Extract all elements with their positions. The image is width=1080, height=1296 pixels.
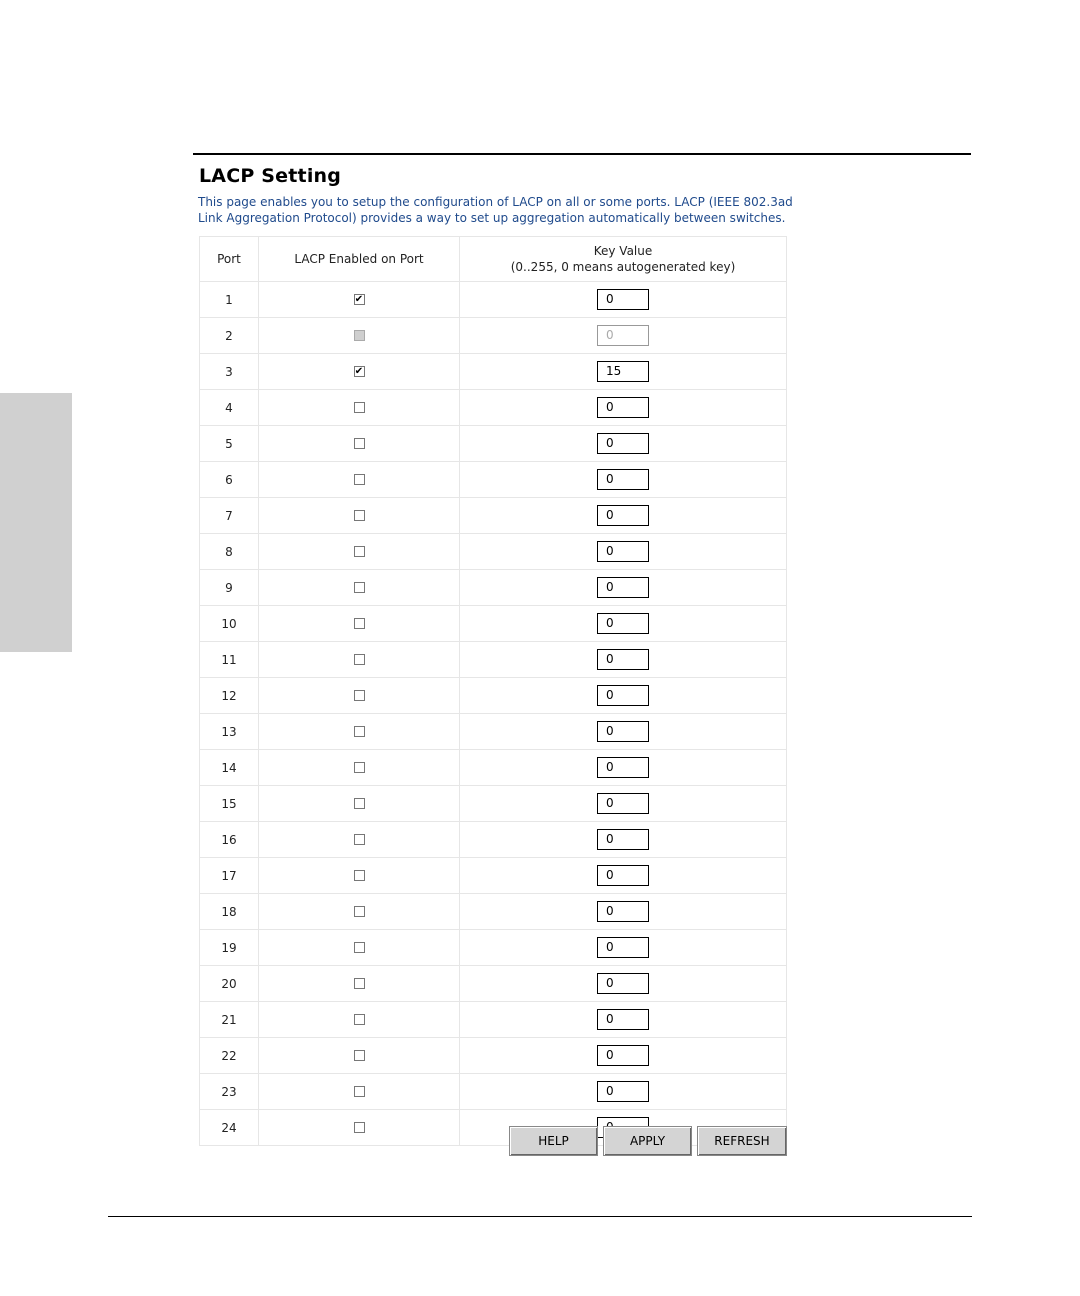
port-number: 1: [199, 282, 259, 317]
lacp-enabled-checkbox[interactable]: [354, 654, 365, 665]
lacp-enabled-cell: [259, 822, 460, 857]
lacp-enabled-cell: [259, 714, 460, 749]
key-value-cell: [460, 570, 787, 605]
lacp-enabled-checkbox[interactable]: [354, 1014, 365, 1025]
key-value-input[interactable]: 0: [597, 757, 649, 778]
table-row: [199, 714, 787, 750]
lacp-enabled-checkbox[interactable]: [354, 1122, 365, 1133]
lacp-enabled-cell: [259, 462, 460, 497]
lacp-enabled-checkbox[interactable]: ✔: [354, 366, 364, 377]
key-value-cell: [460, 498, 787, 533]
port-number: 21: [199, 1002, 259, 1037]
key-value-cell: [460, 282, 787, 317]
table-row: [199, 606, 787, 642]
port-number: 22: [199, 1038, 259, 1073]
lacp-enabled-cell: [259, 858, 460, 893]
port-number: 14: [199, 750, 259, 785]
lacp-enabled-cell: [259, 426, 460, 461]
key-value-input[interactable]: 0: [597, 289, 649, 310]
key-value-cell: [460, 354, 787, 389]
lacp-enabled-checkbox[interactable]: [354, 438, 365, 449]
key-value-input[interactable]: 0: [597, 1045, 649, 1066]
button-bar: [509, 1126, 787, 1156]
key-value-cell: [460, 930, 787, 965]
port-number: 11: [199, 642, 259, 677]
lacp-enabled-cell: [259, 750, 460, 785]
key-value-cell: [460, 642, 787, 677]
lacp-enabled-checkbox[interactable]: [354, 942, 365, 953]
key-value-input: 0: [597, 325, 649, 346]
lacp-enabled-checkbox[interactable]: [354, 762, 365, 773]
table-row: [199, 354, 787, 390]
table-row: [199, 570, 787, 606]
port-number: 10: [199, 606, 259, 641]
table-row: [199, 534, 787, 570]
lacp-enabled-cell: [259, 786, 460, 821]
lacp-enabled-cell: [259, 354, 460, 389]
lacp-enabled-checkbox[interactable]: [354, 798, 365, 809]
side-tab: [0, 393, 72, 652]
key-value-cell: [460, 786, 787, 821]
key-value-input[interactable]: 0: [597, 541, 649, 562]
key-value-cell: [460, 426, 787, 461]
description-line-2: Link Aggregation Protocol) provides a way to set up aggregation automatically between switches.: [198, 211, 786, 225]
key-value-cell: [460, 606, 787, 641]
table-row: [199, 966, 787, 1002]
table-row: [199, 822, 787, 858]
key-value-input[interactable]: 0: [597, 613, 649, 634]
lacp-enabled-checkbox[interactable]: [354, 402, 365, 413]
lacp-enabled-cell: [259, 606, 460, 641]
table-row: [199, 1074, 787, 1110]
key-value-input[interactable]: 0: [597, 469, 649, 490]
key-value-input[interactable]: 0: [597, 685, 649, 706]
table-row: [199, 282, 787, 318]
table-row: [199, 750, 787, 786]
port-number: 23: [199, 1074, 259, 1109]
lacp-enabled-checkbox[interactable]: [354, 510, 365, 521]
port-number: 18: [199, 894, 259, 929]
table-row: [199, 318, 787, 354]
port-number: 19: [199, 930, 259, 965]
key-value-input[interactable]: 0: [597, 937, 649, 958]
lacp-enabled-cell: [259, 1038, 460, 1073]
key-value-cell: [460, 1038, 787, 1073]
lacp-enabled-cell: [259, 1110, 460, 1145]
lacp-enabled-cell: [259, 1074, 460, 1109]
lacp-enabled-checkbox[interactable]: ✔: [354, 294, 364, 305]
port-number: 15: [199, 786, 259, 821]
lacp-enabled-checkbox[interactable]: [354, 582, 365, 593]
table-row: [199, 498, 787, 534]
table-row: [199, 1038, 787, 1074]
table-row: [199, 786, 787, 822]
lacp-enabled-checkbox[interactable]: [354, 978, 365, 989]
lacp-enabled-cell: [259, 318, 460, 353]
table-row: [199, 678, 787, 714]
port-number: 12: [199, 678, 259, 713]
lacp-enabled-checkbox[interactable]: [354, 1050, 365, 1061]
lacp-enabled-cell: [259, 390, 460, 425]
table-row: [199, 894, 787, 930]
table-row: [199, 642, 787, 678]
key-value-input[interactable]: 0: [597, 793, 649, 814]
lacp-enabled-cell: [259, 282, 460, 317]
port-number: 16: [199, 822, 259, 857]
header-key-value-range: (0..255, 0 means autogenerated key): [510, 260, 736, 274]
table-row: [199, 426, 787, 462]
key-value-input[interactable]: 0: [597, 901, 649, 922]
key-value-cell: [460, 714, 787, 749]
key-value-cell: [460, 894, 787, 929]
key-value-cell: [460, 750, 787, 785]
port-number: 7: [199, 498, 259, 533]
description-line-1: This page enables you to setup the configuration of LACP on all or some ports. LACP (IEEE 802.3ad: [198, 195, 793, 209]
refresh-button[interactable]: REFRESH: [697, 1126, 787, 1156]
key-value-input[interactable]: 0: [597, 865, 649, 886]
table-row: [199, 390, 787, 426]
header-key-value-title: Key Value: [593, 244, 653, 258]
table-row: [199, 930, 787, 966]
port-number: 5: [199, 426, 259, 461]
key-value-cell: [460, 534, 787, 569]
apply-button[interactable]: APPLY: [603, 1126, 692, 1156]
lacp-enabled-checkbox[interactable]: [354, 870, 365, 881]
key-value-input[interactable]: 0: [597, 1081, 649, 1102]
lacp-enabled-checkbox: [354, 330, 365, 341]
lacp-enabled-checkbox[interactable]: [354, 546, 365, 557]
lacp-enabled-cell: [259, 966, 460, 1001]
port-number: 8: [199, 534, 259, 569]
key-value-cell: [460, 822, 787, 857]
key-value-cell: [460, 390, 787, 425]
lacp-enabled-checkbox[interactable]: [354, 1086, 365, 1097]
port-number: 24: [199, 1110, 259, 1145]
lacp-enabled-checkbox[interactable]: [354, 474, 365, 485]
key-value-input[interactable]: 0: [597, 721, 649, 742]
page-description: [198, 194, 798, 226]
key-value-cell: [460, 678, 787, 713]
lacp-enabled-cell: [259, 642, 460, 677]
lacp-enabled-checkbox[interactable]: [354, 690, 365, 701]
port-number: 4: [199, 390, 259, 425]
lacp-enabled-cell: [259, 894, 460, 929]
key-value-input[interactable]: 15: [597, 361, 649, 382]
table-header: [199, 236, 787, 282]
key-value-cell: [460, 318, 787, 353]
lacp-enabled-cell: [259, 678, 460, 713]
header-port: Port: [199, 237, 259, 281]
key-value-input[interactable]: 0: [597, 505, 649, 526]
lacp-enabled-cell: [259, 1002, 460, 1037]
port-number: 3: [199, 354, 259, 389]
lacp-table: [199, 236, 787, 1146]
lacp-enabled-cell: [259, 570, 460, 605]
help-button[interactable]: HELP: [509, 1126, 598, 1156]
lacp-enabled-cell: [259, 498, 460, 533]
top-rule: [193, 153, 971, 155]
key-value-input[interactable]: 0: [597, 829, 649, 850]
page-title: LACP Setting: [199, 165, 342, 187]
key-value-input[interactable]: 0: [597, 1009, 649, 1030]
header-key-value: [460, 237, 787, 281]
port-number: 13: [199, 714, 259, 749]
table-row: [199, 858, 787, 894]
key-value-input[interactable]: 0: [597, 973, 649, 994]
port-number: 2: [199, 318, 259, 353]
port-number: 20: [199, 966, 259, 1001]
table-body: [199, 282, 787, 1146]
lacp-enabled-cell: [259, 930, 460, 965]
key-value-input[interactable]: 0: [597, 577, 649, 598]
key-value-cell: [460, 966, 787, 1001]
port-number: 17: [199, 858, 259, 893]
bottom-rule: [108, 1216, 972, 1217]
table-row: [199, 1002, 787, 1038]
port-number: 6: [199, 462, 259, 497]
key-value-input[interactable]: 0: [597, 649, 649, 670]
port-number: 9: [199, 570, 259, 605]
key-value-cell: [460, 858, 787, 893]
key-value-input[interactable]: 0: [597, 397, 649, 418]
key-value-cell: [460, 462, 787, 497]
lacp-enabled-checkbox[interactable]: [354, 618, 365, 629]
lacp-enabled-checkbox[interactable]: [354, 726, 365, 737]
lacp-enabled-cell: [259, 534, 460, 569]
header-lacp-enabled: LACP Enabled on Port: [259, 237, 460, 281]
key-value-cell: [460, 1002, 787, 1037]
key-value-cell: [460, 1074, 787, 1109]
table-row: [199, 462, 787, 498]
lacp-enabled-checkbox[interactable]: [354, 906, 365, 917]
lacp-enabled-checkbox[interactable]: [354, 834, 365, 845]
key-value-input[interactable]: 0: [597, 433, 649, 454]
